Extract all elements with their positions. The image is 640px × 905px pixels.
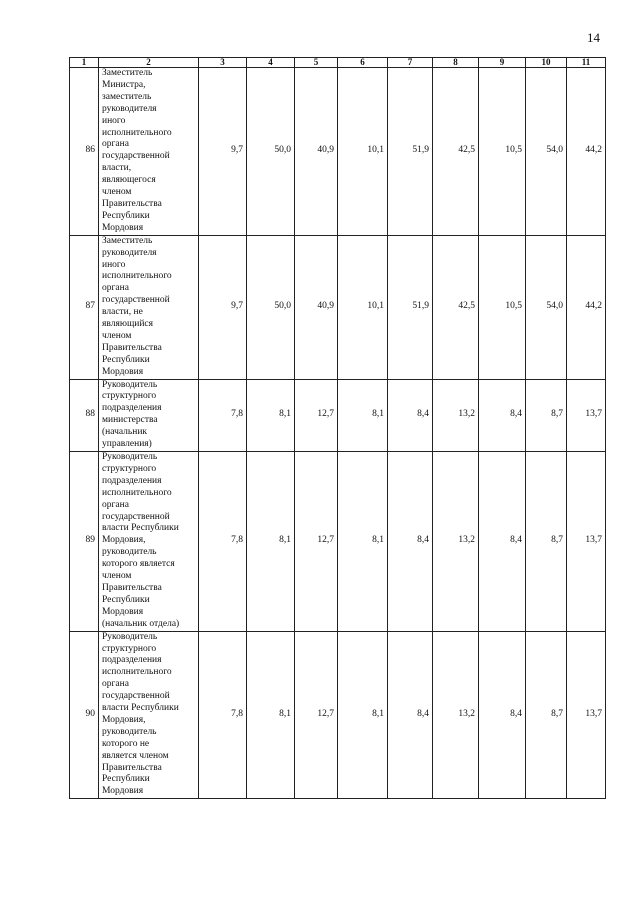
column-header: 2 [99, 58, 199, 68]
table-header-row [70, 58, 606, 68]
position-title-line: членом [102, 330, 132, 341]
position-title-line: исполнительного [102, 127, 172, 138]
value-cell: 8,4 [388, 631, 433, 799]
table-row [70, 235, 606, 379]
position-title-line: является членом [102, 750, 169, 761]
position-title-line: государственной [102, 511, 170, 522]
position-title-line: Республики [102, 774, 150, 785]
position-title-line: являющийся [102, 319, 154, 330]
position-title-line: Правительства [102, 762, 162, 773]
value-cell: 8,4 [388, 379, 433, 451]
position-title [99, 631, 199, 799]
position-title-line: иного [102, 115, 126, 126]
value-cell: 8,7 [526, 379, 567, 451]
position-title-line: органа [102, 499, 129, 510]
value-cell: 44,2 [567, 235, 606, 379]
value-cell: 10,5 [479, 235, 526, 379]
position-title-line: Республики [102, 210, 150, 221]
position-title-line: (начальник [102, 427, 148, 438]
value-cell: 42,5 [433, 235, 479, 379]
row-number: 88 [70, 379, 99, 451]
position-title-line: Мордовия [102, 366, 144, 377]
position-title-line: подразделения [102, 655, 162, 666]
position-title-line: власти Республики [102, 703, 179, 714]
table-row [70, 452, 606, 632]
value-cell: 51,9 [388, 235, 433, 379]
column-header: 9 [479, 58, 526, 68]
value-cell: 13,2 [433, 631, 479, 799]
position-title-line: власти, [102, 163, 132, 174]
value-cell: 8,1 [247, 452, 295, 632]
position-title-line: членом [102, 571, 132, 582]
value-cell: 8,1 [247, 631, 295, 799]
value-cell: 8,7 [526, 631, 567, 799]
position-title-line: власти, не [102, 307, 143, 318]
value-cell: 10,5 [479, 68, 526, 236]
position-title-line: заместитель [102, 91, 152, 102]
value-cell: 42,5 [433, 68, 479, 236]
position-title-line: государственной [102, 691, 170, 702]
position-title-line: Правительства [102, 198, 162, 209]
value-cell: 10,1 [338, 68, 388, 236]
value-cell: 12,7 [295, 452, 338, 632]
position-title-line: министерства [102, 415, 158, 426]
position-title-line: Правительства [102, 582, 162, 593]
position-title-line: подразделения [102, 475, 162, 486]
row-number: 86 [70, 68, 99, 236]
value-cell: 13,7 [567, 452, 606, 632]
column-header: 5 [295, 58, 338, 68]
value-cell: 7,8 [199, 631, 247, 799]
value-cell: 8,4 [479, 631, 526, 799]
value-cell: 8,7 [526, 452, 567, 632]
position-title [99, 379, 199, 451]
value-cell: 40,9 [295, 68, 338, 236]
position-title-line: которого не [102, 738, 150, 749]
position-title-line: исполнительного [102, 487, 172, 498]
value-cell: 12,7 [295, 631, 338, 799]
value-cell: 8,1 [338, 631, 388, 799]
position-title-line: органа [102, 679, 129, 690]
position-title-line: Республики [102, 354, 150, 365]
position-title-line: которого является [102, 559, 175, 570]
salary-table [69, 57, 606, 799]
position-title-line: являющегося [102, 175, 156, 186]
page-number: 14 [587, 30, 600, 45]
value-cell: 40,9 [295, 235, 338, 379]
value-cell: 54,0 [526, 235, 567, 379]
position-title-line: Республики [102, 594, 150, 605]
value-cell: 50,0 [247, 68, 295, 236]
value-cell: 8,4 [388, 452, 433, 632]
position-title-line: (начальник отдела) [102, 618, 180, 629]
position-title-line: структурного [102, 643, 157, 654]
row-number: 89 [70, 452, 99, 632]
position-title-line: Правительства [102, 342, 162, 353]
position-title-line: подразделения [102, 403, 162, 414]
column-header: 4 [247, 58, 295, 68]
position-title-line: Мордовия, [102, 714, 146, 725]
position-title-line: власти Республики [102, 523, 179, 534]
position-title-line: Мордовия [102, 606, 144, 617]
position-title-line: исполнительного [102, 667, 172, 678]
table-row [70, 68, 606, 236]
position-title-line: Заместитель [102, 68, 153, 78]
position-title-line: органа [102, 139, 129, 150]
column-header: 3 [199, 58, 247, 68]
value-cell: 54,0 [526, 68, 567, 236]
table-row [70, 631, 606, 799]
value-cell: 9,7 [199, 68, 247, 236]
value-cell: 9,7 [199, 235, 247, 379]
position-title-line: руководитель [102, 726, 157, 737]
value-cell: 13,7 [567, 631, 606, 799]
position-title-line: государственной [102, 151, 170, 162]
position-title-line: Мордовия [102, 786, 144, 797]
position-title-line: управления) [102, 439, 152, 450]
value-cell: 8,1 [338, 452, 388, 632]
column-header: 11 [567, 58, 606, 68]
value-cell: 8,4 [479, 379, 526, 451]
value-cell: 44,2 [567, 68, 606, 236]
table-row [70, 379, 606, 451]
position-title-line: Руководитель [102, 631, 158, 642]
position-title-line: структурного [102, 463, 157, 474]
value-cell: 13,7 [567, 379, 606, 451]
value-cell: 7,8 [199, 452, 247, 632]
position-title-line: Руководитель [102, 379, 158, 390]
value-cell: 10,1 [338, 235, 388, 379]
position-title-line: структурного [102, 391, 157, 402]
row-number: 87 [70, 235, 99, 379]
value-cell: 8,1 [338, 379, 388, 451]
position-title-line: Мордовия [102, 222, 144, 233]
value-cell: 51,9 [388, 68, 433, 236]
table-body [70, 68, 606, 799]
column-header: 10 [526, 58, 567, 68]
position-title-line: Министра, [102, 79, 146, 90]
position-title-line: Мордовия, [102, 535, 146, 546]
column-header: 1 [70, 58, 99, 68]
column-header: 6 [338, 58, 388, 68]
column-header: 7 [388, 58, 433, 68]
value-cell: 7,8 [199, 379, 247, 451]
column-header: 8 [433, 58, 479, 68]
position-title-line: иного [102, 259, 126, 270]
position-title [99, 68, 199, 236]
position-title-line: исполнительного [102, 271, 172, 282]
value-cell: 13,2 [433, 452, 479, 632]
value-cell: 8,4 [479, 452, 526, 632]
position-title-line: руководителя [102, 247, 157, 258]
row-number: 90 [70, 631, 99, 799]
value-cell: 50,0 [247, 235, 295, 379]
position-title-line: руководитель [102, 547, 157, 558]
position-title-line: Руководитель [102, 452, 158, 462]
position-title-line: членом [102, 187, 132, 198]
position-title [99, 235, 199, 379]
position-title-line: органа [102, 283, 129, 294]
value-cell: 8,1 [247, 379, 295, 451]
position-title [99, 452, 199, 632]
position-title-line: руководителя [102, 103, 157, 114]
value-cell: 13,2 [433, 379, 479, 451]
value-cell: 12,7 [295, 379, 338, 451]
position-title-line: Заместитель [102, 235, 153, 246]
position-title-line: государственной [102, 295, 170, 306]
